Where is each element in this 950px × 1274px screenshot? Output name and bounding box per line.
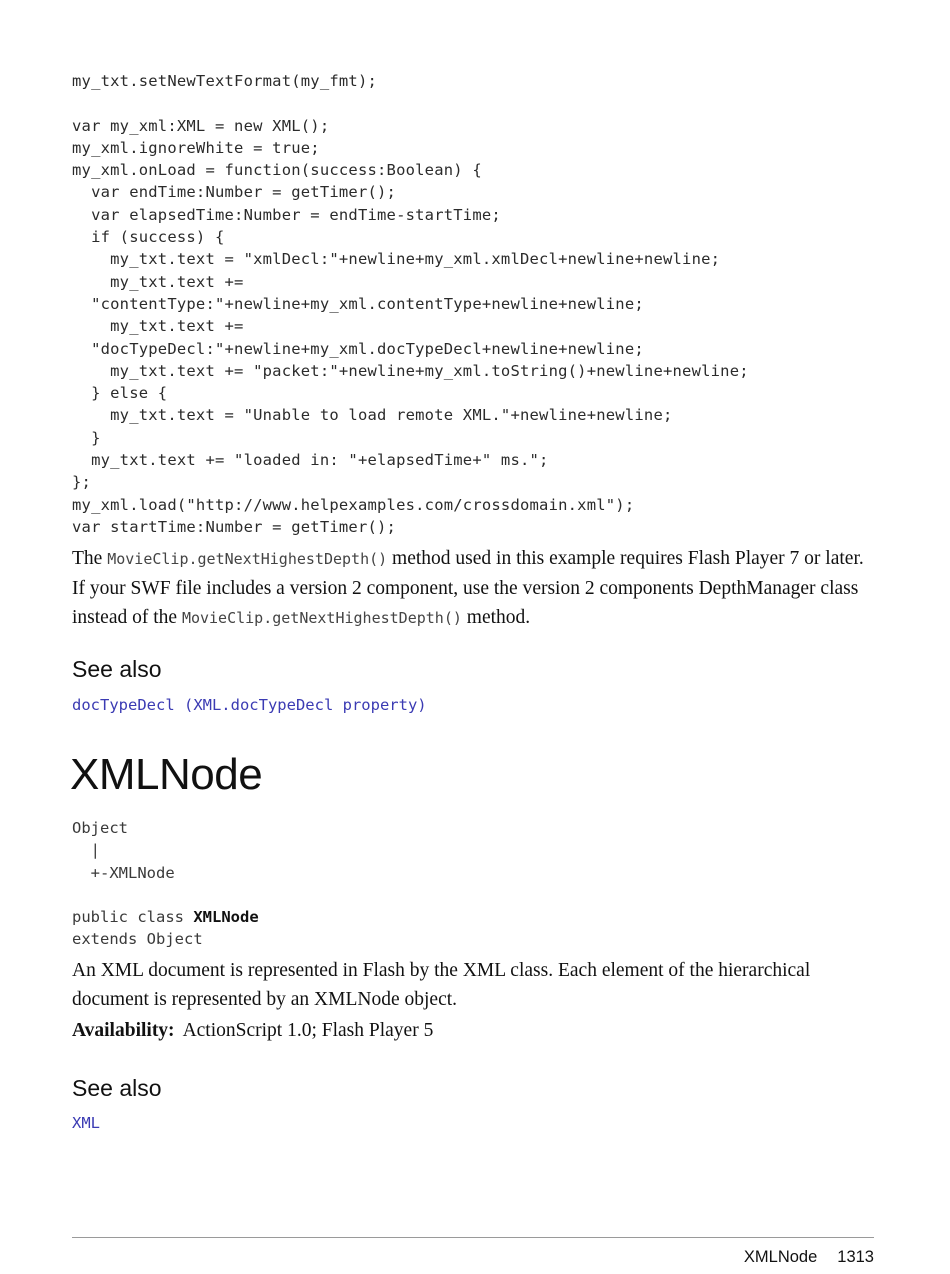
code-line: my_txt.text += <box>72 317 244 336</box>
code-line: if (success) { <box>72 228 225 247</box>
footer-page-number: 1313 <box>837 1248 874 1266</box>
class-signature <box>72 906 259 951</box>
code-line: }; <box>72 473 92 492</box>
code-line: my_txt.text += "packet:"+newline+my_xml.toString()+newline+newline; <box>72 361 749 380</box>
code-line: } <box>72 428 101 447</box>
code-line: my_txt.text = "Unable to load remote XML."+newline+newline; <box>72 406 673 425</box>
code-line: "docTypeDecl:"+newline+my_xml.docTypeDecl+newline+newline; <box>72 339 644 358</box>
availability-line <box>72 1020 433 1042</box>
signature-prefix: public class <box>72 908 194 926</box>
signature-class-name: XMLNode <box>193 908 259 926</box>
code-line: var elapsedTime:Number = endTime-startTime; <box>72 205 501 224</box>
note-text-3: method. <box>461 607 531 628</box>
code-line: var endTime:Number = getTimer(); <box>72 183 397 202</box>
code-line: my_xml.load("http://www.helpexamples.com/crossdomain.xml"); <box>72 495 635 514</box>
code-line: my_xml.onLoad = function(success:Boolean) { <box>72 161 482 180</box>
code-line: var my_xml:XML = new XML(); <box>72 116 330 135</box>
code-line: } else { <box>72 384 168 403</box>
see-also-heading-2: See also <box>72 1075 162 1101</box>
note-text-1: The <box>72 548 108 569</box>
code-line: my_txt.text += "loaded in: "+elapsedTime+" ms."; <box>72 451 549 470</box>
note-text-2: method used in this example requires Flash Player 7 or later. If your SWF file includes a version 2 component, use the version 2 components DepthManager class instead of the <box>72 548 864 628</box>
code-line: my_txt.text = "xmlDecl:"+newline+my_xml.xmlDecl+newline+newline; <box>72 250 721 269</box>
code-line: my_txt.text += <box>72 272 244 291</box>
availability-value: ActionScript 1.0; Flash Player 5 <box>182 1020 434 1041</box>
code-line: my_txt.setNewTextFormat(my_fmt); <box>72 72 378 90</box>
code-line: my_xml.ignoreWhite = true; <box>72 138 320 157</box>
availability-label: Availability: <box>72 1020 175 1041</box>
doctypedecl-link[interactable]: docTypeDecl (XML.docTypeDecl property) <box>72 696 427 714</box>
code-line: "contentType:"+newline+my_xml.contentType+newline+newline; <box>72 294 644 313</box>
code-example <box>72 70 749 538</box>
footer-section-title: XMLNode <box>743 1248 818 1266</box>
page-footer <box>744 1248 874 1267</box>
depth-note-paragraph <box>72 544 878 633</box>
class-title: XMLNode <box>70 750 263 799</box>
code-line: var startTime:Number = getTimer(); <box>72 517 397 536</box>
see-also-heading-1: See also <box>72 656 162 682</box>
signature-extends: extends Object <box>72 930 203 949</box>
class-description: An XML document is represented in Flash by the XML class. Each element of the hierarchical document is represented by an XMLNode object. <box>72 960 811 1010</box>
note-code-1: MovieClip.getNextHighestDepth() <box>107 550 388 568</box>
note-code-2: MovieClip.getNextHighestDepth() <box>181 609 462 627</box>
footer-divider <box>72 1237 874 1238</box>
xml-link[interactable]: XML <box>72 1114 100 1132</box>
class-hierarchy: Object | +-XMLNode <box>72 819 175 882</box>
